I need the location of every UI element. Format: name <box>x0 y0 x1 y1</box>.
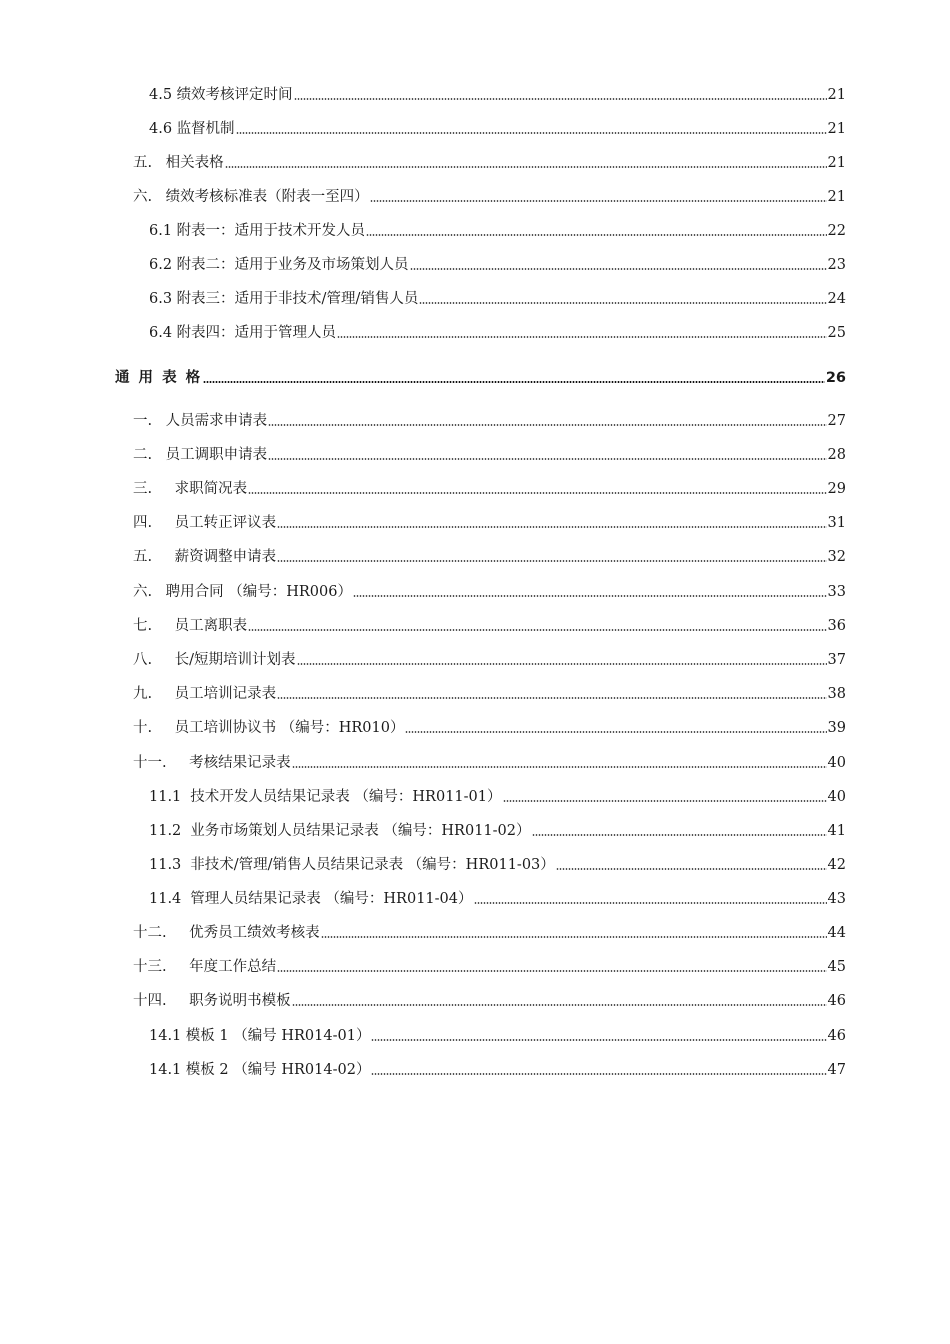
toc-entry[interactable] <box>133 542 846 566</box>
toc-entry-text <box>149 222 365 240</box>
toc-entry-title: 绩效考核标准表（附表一至四） <box>165 189 369 205</box>
toc-leader-dots <box>370 200 827 202</box>
toc-entry-text <box>149 290 418 308</box>
toc-page-number: 22 <box>827 223 846 239</box>
toc-entry-title: 监督机制 <box>176 121 235 137</box>
toc-page-number: 25 <box>827 325 846 341</box>
toc-entry-title: 员工转正评议表 <box>174 515 277 531</box>
toc-entry-title: 年度工作总结 <box>189 959 277 975</box>
toc-page-number: 21 <box>827 189 846 205</box>
toc-leader-dots <box>410 268 827 270</box>
toc-leader-dots <box>248 629 826 631</box>
toc-entry-text <box>133 992 291 1010</box>
toc-leader-dots <box>556 868 827 870</box>
toc-page-number: 43 <box>827 891 846 907</box>
toc-page-number: 29 <box>827 481 846 497</box>
toc-entry[interactable] <box>133 577 846 601</box>
toc-entry-title: 非技术/管理/销售人员结果记录表 （编号：HR011-03） <box>190 857 555 873</box>
toc-page-number: 40 <box>827 789 846 805</box>
toc-entry-title: 附表二：适用于业务及市场策划人员 <box>176 257 409 273</box>
toc-leader-dots <box>366 234 826 236</box>
toc-page-number: 26 <box>825 370 846 386</box>
toc-leader-dots <box>503 800 827 802</box>
toc-entry-text <box>149 856 555 874</box>
toc-entry[interactable] <box>149 318 846 342</box>
toc-entry-number: 6.2 <box>149 257 173 273</box>
toc-page-number: 21 <box>827 155 846 171</box>
toc-entry-title: 考核结果记录表 <box>189 755 291 771</box>
toc-leader-dots <box>277 970 826 972</box>
toc-entry-number: 11.1 <box>149 789 182 805</box>
toc-entry-text <box>149 120 235 138</box>
toc-entry-text <box>133 617 247 635</box>
toc-entry-number: 6.1 <box>149 223 173 239</box>
toc-entry-text <box>133 514 276 532</box>
toc-page-number: 24 <box>827 291 846 307</box>
toc-page-number: 42 <box>827 857 846 873</box>
toc-entry-number: 六. <box>133 584 153 600</box>
toc-leader-dots <box>268 458 826 460</box>
toc-entry-title: 长/短期培训计划表 <box>174 652 296 668</box>
toc-page-number: 27 <box>827 413 846 429</box>
toc-page-number: 28 <box>827 447 846 463</box>
toc-entry-number: 十. <box>133 720 153 736</box>
toc-entry-number: 14.1 <box>149 1028 182 1044</box>
toc-leader-dots <box>292 1004 827 1006</box>
toc-entry[interactable] <box>133 508 846 532</box>
toc-leader-dots <box>371 1039 826 1041</box>
toc-page-number: 40 <box>827 755 846 771</box>
toc-entry-text <box>149 324 336 342</box>
toc-page-number: 44 <box>827 925 846 941</box>
toc-entry-text <box>149 86 293 104</box>
toc-leader-dots <box>225 166 827 168</box>
toc-leader-dots <box>248 492 826 494</box>
toc-entry-number: 四. <box>133 515 153 531</box>
toc-entry[interactable] <box>133 611 846 635</box>
toc-page-number: 39 <box>827 720 846 736</box>
toc-leader-dots <box>321 936 827 938</box>
toc-entry[interactable] <box>133 474 846 498</box>
toc-entry-number: 14.1 <box>149 1062 182 1078</box>
toc-entry-title: 员工离职表 <box>174 618 248 634</box>
toc-entry[interactable] <box>133 748 846 772</box>
toc-entry[interactable] <box>149 284 846 308</box>
toc-entry-number: 十二. <box>133 925 167 941</box>
toc-entry-number: 八. <box>133 652 153 668</box>
toc-entry-title: 薪资调整申请表 <box>174 549 277 565</box>
toc-page-number: 41 <box>827 823 846 839</box>
toc-leader-dots <box>277 560 826 562</box>
toc-entry-title: 业务市场策划人员结果记录表 （编号：HR011-02） <box>190 823 531 839</box>
toc-entry-title: 模板 1 （编号 HR014-01） <box>185 1028 371 1044</box>
toc-entry[interactable] <box>133 148 846 172</box>
toc-entry-text <box>133 651 296 669</box>
toc-entry-text <box>149 788 502 806</box>
toc-entry-text <box>133 754 291 772</box>
toc-entry-title: 员工培训协议书 （编号：HR010） <box>174 720 405 736</box>
toc-leader-dots <box>297 663 827 665</box>
toc-entry-title: 通 用 表 格 <box>115 370 203 386</box>
toc-page-number: 36 <box>827 618 846 634</box>
toc-entry-title: 职务说明书模板 <box>189 993 291 1009</box>
toc-entry-text <box>149 256 409 274</box>
toc-leader-dots <box>371 1073 826 1075</box>
toc-leader-dots <box>277 526 826 528</box>
toc-entry-text <box>133 685 276 703</box>
toc-entry-title: 模板 2 （编号 HR014-02） <box>185 1062 371 1078</box>
toc-entry-title: 附表三：适用于非技术/管理/销售人员 <box>176 291 419 307</box>
toc-page-number: 23 <box>827 257 846 273</box>
toc-entry[interactable] <box>149 216 846 240</box>
toc-entry[interactable] <box>149 1021 846 1045</box>
toc-entry-number: 11.3 <box>149 857 182 873</box>
toc-entry-number: 4.5 <box>149 87 173 103</box>
toc-entry[interactable] <box>115 363 846 387</box>
toc-entry-title: 求职简况表 <box>174 481 248 497</box>
toc-entry-title: 管理人员结果记录表 （编号：HR011-04） <box>190 891 473 907</box>
toc-entry-number: 十一. <box>133 755 167 771</box>
toc-entry-text <box>133 412 267 430</box>
toc-entry-number: 五. <box>133 155 153 171</box>
toc-entry-text <box>133 958 276 976</box>
toc-entry-text <box>133 924 320 942</box>
toc-entry-number: 三. <box>133 481 153 497</box>
toc-entry-title: 附表一：适用于技术开发人员 <box>176 223 366 239</box>
toc-entry[interactable] <box>149 816 846 840</box>
toc-entry-number: 十三. <box>133 959 167 975</box>
toc-entry[interactable] <box>133 645 846 669</box>
toc-entry-title: 附表四：适用于管理人员 <box>176 325 337 341</box>
toc-entry[interactable] <box>133 713 846 737</box>
toc-entry-title: 相关表格 <box>165 155 224 171</box>
toc-entry-number: 九. <box>133 686 153 702</box>
toc-entry[interactable] <box>149 250 846 274</box>
toc-entry-title: 绩效考核评定时间 <box>176 87 293 103</box>
toc-page-number: 33 <box>827 584 846 600</box>
toc-entry[interactable] <box>149 850 846 874</box>
toc-entry[interactable] <box>133 440 846 464</box>
toc-entry-text <box>149 1061 370 1079</box>
toc-entry-title: 员工培训记录表 <box>174 686 277 702</box>
toc-leader-dots <box>268 424 826 426</box>
toc-entry-text <box>149 822 531 840</box>
toc-entry-number: 6.3 <box>149 291 173 307</box>
toc-leader-dots <box>474 902 827 904</box>
toc-entry[interactable] <box>149 80 846 104</box>
toc-page-number: 31 <box>827 515 846 531</box>
toc-entry-text <box>133 154 224 172</box>
toc-entry[interactable] <box>149 782 846 806</box>
toc-leader-dots <box>337 336 826 338</box>
toc-entry[interactable] <box>149 1055 846 1079</box>
toc-leader-dots <box>292 766 827 768</box>
toc-page-number: 32 <box>827 549 846 565</box>
toc-entry[interactable] <box>133 679 846 703</box>
toc-entry-text <box>149 890 473 908</box>
toc-entry-number: 4.6 <box>149 121 173 137</box>
toc-entry[interactable] <box>133 986 846 1010</box>
toc-entry-number: 五. <box>133 549 153 565</box>
toc-leader-dots <box>419 302 826 304</box>
toc-leader-dots <box>236 132 827 134</box>
toc-entry-text <box>115 369 202 387</box>
toc-entry[interactable] <box>133 918 846 942</box>
toc-leader-dots <box>277 697 826 699</box>
toc-entry-text <box>149 1027 370 1045</box>
toc-entry-text <box>133 548 276 566</box>
toc-entry-text <box>133 583 352 601</box>
toc-entry-title: 技术开发人员结果记录表 （编号：HR011-01） <box>190 789 502 805</box>
toc-entry-title: 优秀员工绩效考核表 <box>189 925 320 941</box>
toc-page-number: 37 <box>827 652 846 668</box>
toc-leader-dots <box>532 834 827 836</box>
toc-page-number: 45 <box>827 959 846 975</box>
toc-page-number: 46 <box>827 993 846 1009</box>
toc-entry-text <box>133 719 404 737</box>
toc-entry-number: 11.4 <box>149 891 182 907</box>
toc-entry[interactable] <box>133 952 846 976</box>
toc-entry[interactable] <box>133 406 846 430</box>
toc-page-number: 21 <box>827 121 846 137</box>
toc-leader-dots <box>353 595 827 597</box>
toc-entry-number: 11.2 <box>149 823 182 839</box>
toc-entry-title: 员工调职申请表 <box>165 447 268 463</box>
toc-entry[interactable] <box>149 114 846 138</box>
toc-entry-number: 6.4 <box>149 325 173 341</box>
toc-entry-number: 六. <box>133 189 153 205</box>
toc-leader-dots <box>294 98 827 100</box>
toc-leader-dots <box>405 731 826 733</box>
toc-page-number: 38 <box>827 686 846 702</box>
toc-page-number: 21 <box>827 87 846 103</box>
toc-entry-text <box>133 480 247 498</box>
toc-entry-number: 一. <box>133 413 153 429</box>
toc-entry-number: 二. <box>133 447 153 463</box>
toc-entry-number: 七. <box>133 618 153 634</box>
toc-entry-text <box>133 188 369 206</box>
toc-page-number: 46 <box>827 1028 846 1044</box>
toc-leader-dots <box>203 381 825 383</box>
toc-page-number: 47 <box>827 1062 846 1078</box>
toc-entry[interactable] <box>133 182 846 206</box>
toc-entry-text <box>133 446 267 464</box>
toc-entry-number: 十四. <box>133 993 167 1009</box>
toc-entry-title: 聘用合同 （编号：HR006） <box>165 584 352 600</box>
toc-entry[interactable] <box>149 884 846 908</box>
toc-entry-title: 人员需求申请表 <box>165 413 268 429</box>
